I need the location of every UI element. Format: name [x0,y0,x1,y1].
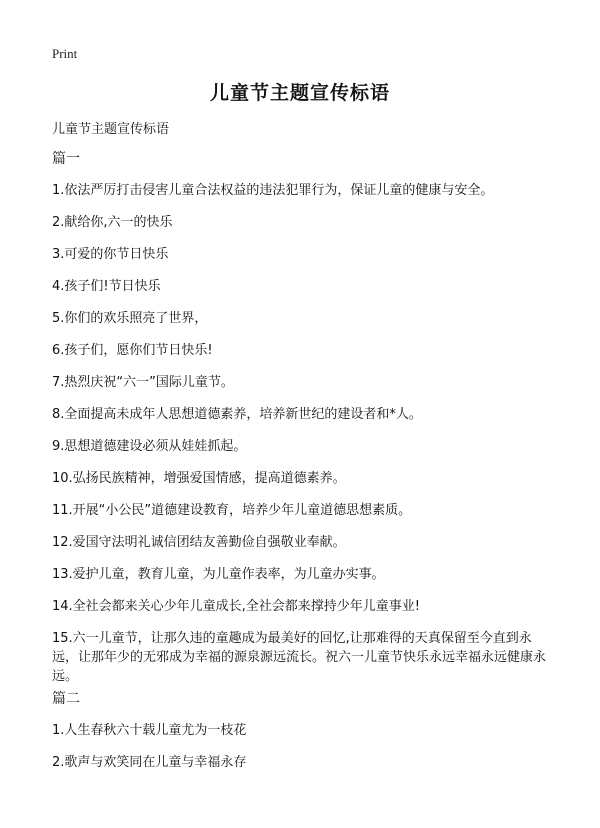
slogan-item: 9.思想道德建设必须从娃娃抓起。 [52,439,247,454]
slogan-item: 2.歌声与欢笑同在儿童与幸福永存 [52,755,247,770]
slogan-item: 7.热烈庆祝“六一”国际儿童节。 [52,375,234,390]
slogan-item: 6.孩子们，愿你们节日快乐! [52,343,213,358]
section-heading-2: 篇二 [52,691,80,707]
print-link[interactable]: Print [52,46,78,61]
slogan-item: 15.六一儿童节，让那久违的童趣成为最美好的回忆,让那难得的天真保留至今直到永远，让那年少的无邪成为幸福的源泉源远流长。祝六一儿童节快乐永远幸福永远健康永远。 [52,631,547,684]
slogan-item: 11.开展“小公民”道德建设教育，培养少年儿童道德思想素质。 [52,503,412,518]
slogan-item: 2.献给你,六一的快乐 [52,215,173,230]
slogan-item: 8.全面提高未成年人思想道德素养，培养新世纪的建设者和*人。 [52,407,422,422]
slogan-item: 14.全社会都来关心少年儿童成长,全社会都来撑持少年儿童事业! [52,599,421,614]
section-heading-1: 篇一 [52,151,80,167]
slogan-item: 5.你们的欢乐照亮了世界， [52,311,208,326]
slogan-item: 13.爱护儿童，教育儿童，为儿童作表率，为儿童办实事。 [52,567,385,582]
slogan-item: 1.依法严厉打击侵害儿童合法权益的违法犯罪行为，保证儿童的健康与安全。 [52,183,494,198]
slogan-item: 12.爱国守法明礼诚信团结友善勤俭自强敬业奉献。 [52,535,346,550]
slogan-item: 10.弘扬民族精神，增强爱国情感，提高道德素养。 [52,471,346,486]
page-title: 儿童节主题宣传标语 [209,82,390,104]
slogan-item: 1.人生春秋六十载儿童尤为一枝花 [52,723,247,738]
slogan-item: 4.孩子们!节日快乐 [52,279,161,294]
subtitle: 儿童节主题宣传标语 [52,122,170,137]
slogan-item: 3.可爱的你节日快乐 [52,247,169,262]
